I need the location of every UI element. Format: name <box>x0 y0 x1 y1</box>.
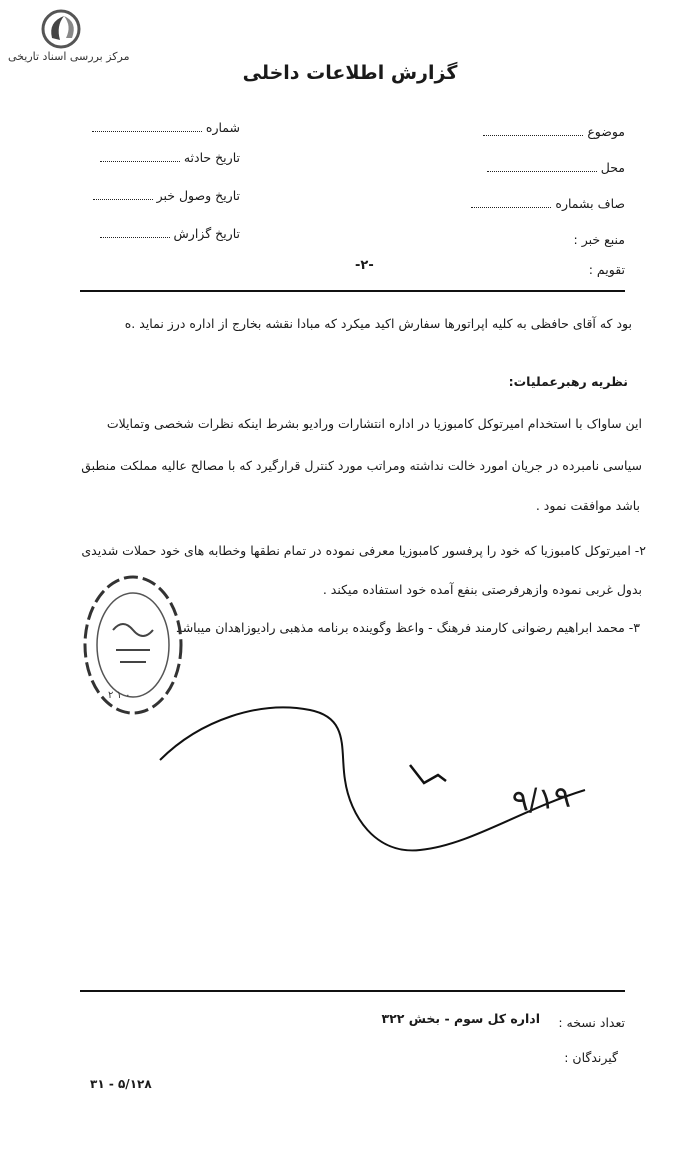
footer-divider <box>80 990 625 992</box>
field-report-date <box>80 226 240 241</box>
handwritten-date: ۹/۱۹ <box>510 779 572 820</box>
opinion-heading: نظریه رهبرعملیات: <box>508 374 628 389</box>
field-calendar <box>455 262 625 277</box>
opinion-line: باشد موافقت نمود . <box>535 498 640 513</box>
copies-value: اداره کل سوم - بخش ۳۲۲ <box>381 1011 540 1026</box>
field-receipt-date <box>80 188 240 203</box>
opinion-line: این ساواک با استخدام امیرتوکل کامبوزیا در اداره انتشارات ورادیو بشرط اینکه نظرات شخصی وتمایلات <box>106 416 642 431</box>
report-text: بود که آقای حافظی به کلیه اپراتورها سفارش اکید میکرد که مبادا نقشه بخارج از اداره درز نماید .ه <box>124 316 632 331</box>
field-label: تاریخ وصول خبر <box>156 188 240 203</box>
item-2-line: بدول غربی نموده وازهرفرصتی بنفع آمده خود استفاده میکند . <box>322 582 642 597</box>
field-label: تاریخ حادثه <box>183 150 240 165</box>
item-3-line: ۳- محمد ابراهیم رضوانی کارمند فرهنگ - واعظ وگوینده برنامه مذهبی رادیوزاهدان میباشد <box>176 620 640 635</box>
form-number: ۳۱ - ۵/۱۲۸ <box>90 1077 152 1091</box>
field-reference <box>455 196 625 211</box>
page-title: گزارش اطلاعات داخلی <box>242 62 458 84</box>
field-number <box>80 120 240 135</box>
opinion-line: سیاسی نامبرده در جریان امورد خالت نداشته ومراتب مورد کنترل قرارگیرد که با مصالح عالیه مملکت منطبق <box>81 458 642 473</box>
field-subject <box>455 124 625 139</box>
recipients-label: گیرندگان : <box>564 1050 618 1065</box>
field-label: شماره <box>205 120 240 135</box>
svg-text:۲ ۱ ۰: ۲ ۱ ۰ <box>108 690 131 701</box>
copies-label: تعداد نسخه : <box>558 1015 625 1030</box>
archive-logo-icon <box>38 8 84 50</box>
field-label: صاف بشماره <box>555 196 625 211</box>
field-incident-date <box>80 150 240 165</box>
field-source <box>455 232 625 247</box>
field-label: تاریخ گزارش <box>173 226 240 241</box>
item-2-line: ۲- امیرتوکل کامبوزیا که خود را پرفسور کامبوزیا معرفی نموده در تمام نطقها وخطابه های خود حملات شدیدی <box>81 543 646 558</box>
field-label: منبع خبر : <box>573 232 625 247</box>
header-divider <box>80 290 625 292</box>
field-location <box>455 160 625 175</box>
field-label: تقویم : <box>588 262 625 277</box>
field-label: محل <box>600 160 625 175</box>
page-marker: -۲- <box>355 258 374 273</box>
field-label: موضوع <box>587 124 625 139</box>
archive-label: مرکز بررسی اسناد تاریخی <box>8 50 130 63</box>
